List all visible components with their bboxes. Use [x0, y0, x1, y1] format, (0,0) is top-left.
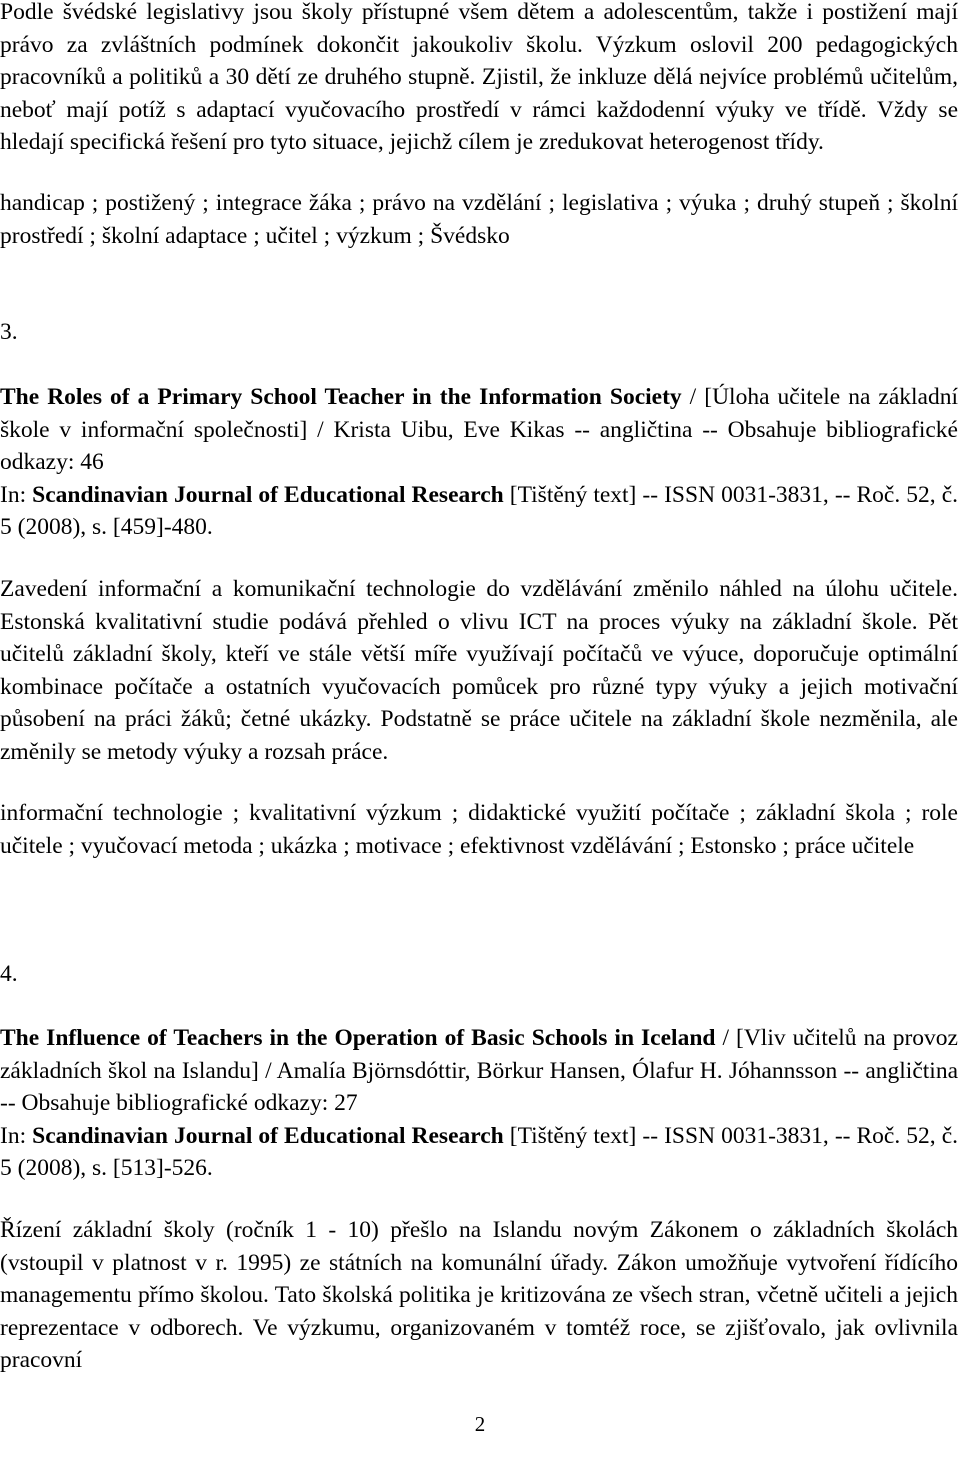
entry-citation: [0, 1022, 958, 1185]
entry-title: The Influence of Teachers in the Operation of Basic Schools in Iceland: [0, 1025, 716, 1051]
intro-abstract: Podle švédské legislativy jsou školy přístupné všem dětem a adolescentům, takže i postižení mají právo za zvláštních podmínek dokončit jakoukoliv školu. Výzkum oslovil 200 pedagogických pracovníků a politiků a 30 dětí ze druhého stupně. Zjistil, že inkluze dělá nejvíce problémů učitelům, neboť mají potíž s adaptací vyučovacího prostředí v rámci každodenní výuky ve třídě. Vždy se hledají specifická řešení pro tyto situace, jejichž cílem je zredukovat heterogenost třídy.: [0, 0, 958, 155]
entry-abstract: Zavedení informační a komunikační technologie do vzdělávání změnilo náhled na úlohu učitele. Estonská kvalitativní studie podává přehled o vlivu ICT na proces výuky na základní škole. Pět učitelů základní školy, kteří ve stále větší míře využívají počítačů ve výuce, doporučuje optimální kombinace počítače a ostatních vyučovacích pomůcek pro různé typy výuky a jejich motivační působení na práci žáků; četné ukázky. Podstatně se práce učitele na základní škole nezměnila, ale změnily se metody výuky a rozsah práce.: [0, 576, 958, 765]
title-separator: /: [681, 384, 705, 410]
source-details: [Tištěný text] -- ISSN 0031-3831, -- Roč. 52, č. 5 (2008), s. [513]-526.: [0, 1122, 958, 1181]
entry-translated-title: [Vliv učitelů na provoz základních škol na Islandu]: [0, 1025, 958, 1084]
entry-number: 4.: [0, 961, 18, 987]
entry-citation: [0, 381, 958, 544]
journal-title: Scandinavian Journal of Educational Research: [32, 481, 504, 508]
authors-separator: /: [258, 1057, 277, 1084]
title-separator: /: [715, 1025, 736, 1051]
entry-authors: Amalía Björnsdóttir, Börkur Hansen, Ólafur H. Jóhannsson -- angličtina -- Obsahuje bibliografické odkazy: 27: [0, 1057, 958, 1116]
in-label: In:: [0, 1122, 33, 1149]
entry-translated-title: [Úloha učitele na základní škole v informační společnosti]: [0, 384, 958, 443]
intro-keywords: handicap ; postižený ; integrace žáka ; právo na vzdělání ; legislativa ; výuka ; druhý stupeň ; školní prostředí ; školní adaptace ; učitel ; výzkum ; Švédsko: [0, 190, 958, 249]
entry-authors: Krista Uibu, Eve Kikas -- angličtina -- Obsahuje bibliografické odkazy: 46: [0, 416, 958, 475]
entry-number: 3.: [0, 319, 18, 345]
journal-title: Scandinavian Journal of Educational Research: [32, 1122, 504, 1149]
source-details: [Tištěný text] -- ISSN 0031-3831, -- Roč. 52, č. 5 (2008), s. [459]-480.: [0, 481, 958, 540]
page-number: 2: [474, 1412, 486, 1436]
authors-separator: /: [307, 416, 334, 443]
in-label: In:: [0, 481, 33, 508]
entry-keywords: informační technologie ; kvalitativní výzkum ; didaktické využití počítače ; základní škola ; role učitele ; vyučovací metoda ; ukázka ; motivace ; efektivnost vzdělávání ; Estonsko ; práce učitele: [0, 800, 958, 859]
entry-abstract: Řízení základní školy (ročník 1 - 10) přešlo na Islandu novým Zákonem o základních školách (vstoupil v platnost v r. 1995) ze státních na komunální úřady. Zákon umožňuje vytvoření řídícího managementu přímo školou. Tato školská politika je kritizována ze všech stran, včetně učiteli a jejich reprezentace v odborech. Ve výzkumu, organizovaném v tomtéž roce, se zjišťovalo, jak ovlivnila pracovní: [0, 1217, 958, 1373]
entry-title: The Roles of a Primary School Teacher in the Information Society: [0, 384, 682, 410]
